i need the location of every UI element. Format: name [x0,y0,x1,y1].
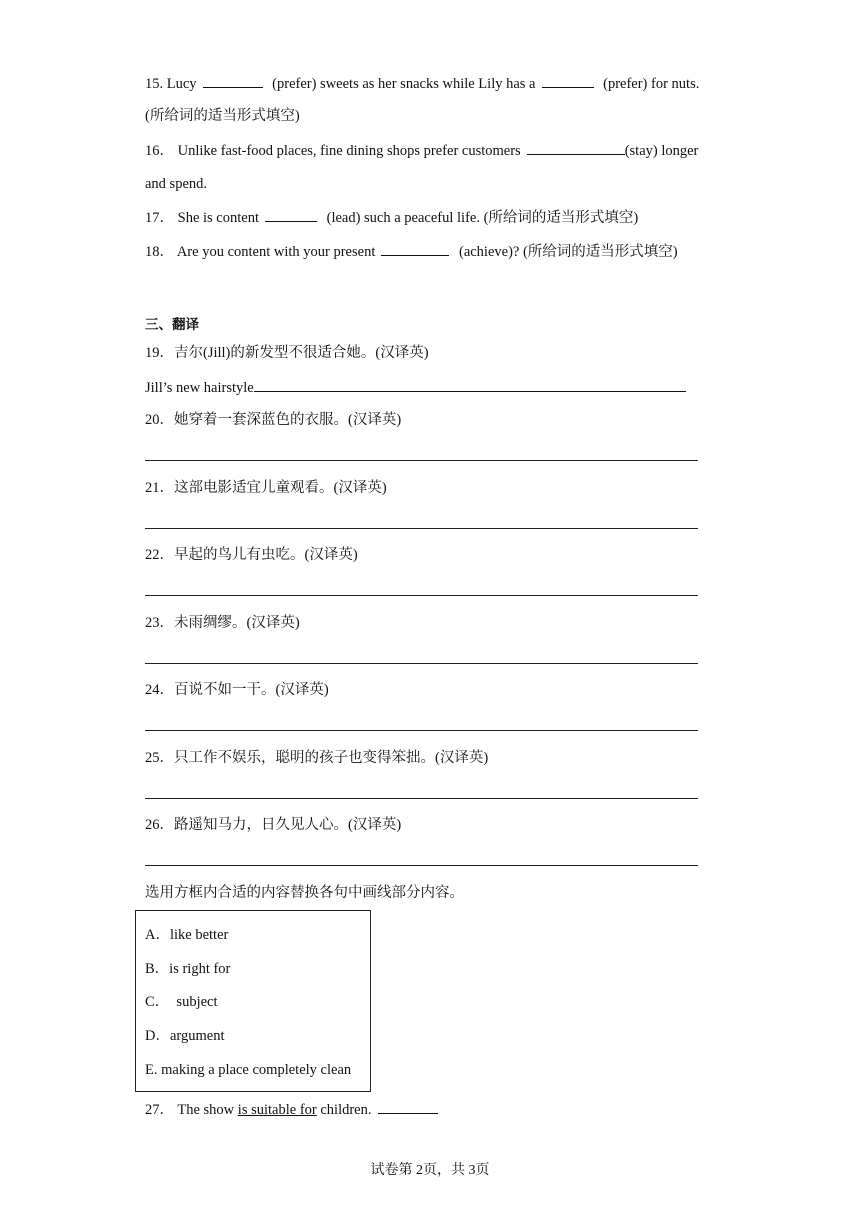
question-number: 24． [145,682,174,698]
answer-19 [145,377,686,398]
replace-instruction: 选用方框内合适的内容替换各句中画线部分内容。 [145,885,464,901]
question-16 [145,140,698,161]
option-a: A．like better [145,927,229,943]
answer-prefix: Jill’s new hairstyle [145,380,254,396]
question-text: 路遥知马力，日久见人心。(汉译英) [174,817,402,833]
question-text: 吉尔(Jill)的新发型不很适合她。(汉译英) [174,345,429,361]
answer-line[interactable] [145,798,698,799]
question-15-note: (所给词的适当形式填空) [145,108,300,124]
answer-line[interactable] [145,663,698,664]
answer-blank[interactable] [542,73,594,88]
question-22 [145,545,358,565]
option-c: C． subject [145,994,218,1010]
answer-line[interactable] [145,595,698,596]
question-23 [145,613,300,633]
question-26 [145,815,401,835]
question-text: 这部电影适宜儿童观看。(汉译英) [174,480,387,496]
option-e: E. making a place completely clean [145,1062,352,1078]
answer-blank[interactable] [381,241,449,256]
question-text: 百说不如一干。(汉译英) [174,682,329,698]
question-number: 27． [145,1102,174,1118]
answer-blank[interactable] [203,73,263,88]
question-number: 20． [145,412,174,428]
answer-line[interactable] [145,865,698,866]
answer-blank[interactable] [527,140,625,155]
question-text: 早起的鸟儿有虫吃。(汉译英) [174,547,358,563]
section-title: 三、翻译 [145,317,199,333]
page-footer: 试卷第 2页，共 3页 [370,1163,490,1178]
question-text: 未雨绸缪。(汉译英) [174,615,300,631]
question-text: The show [177,1102,235,1118]
question-number: 26． [145,817,174,833]
question-text: 她穿着一套深蓝色的衣服。(汉译英) [174,412,402,428]
question-number: 23． [145,615,174,631]
answer-line[interactable] [145,460,698,461]
question-text: Unlike fast-food places, fine dining shops prefer customers [177,143,521,159]
question-number: 18． [145,244,174,260]
question-20 [145,410,401,430]
question-18 [145,241,678,262]
answer-blank[interactable] [378,1099,438,1114]
question-text: (stay) longer [624,143,699,159]
option-b: B．is right for [145,961,231,977]
question-25 [145,748,488,768]
question-text: 只工作不娱乐，聪明的孩子也变得笨拙。(汉译英) [174,750,489,766]
question-text: Lucy [166,76,197,92]
question-text: (prefer) sweets as her snacks while Lily has a [272,76,536,92]
question-text: She is content [177,210,259,226]
question-17 [145,207,638,228]
question-text: (lead) such a peaceful life. (所给词的适当形式填空) [326,210,639,226]
question-number: 22． [145,547,174,563]
question-19 [145,343,429,363]
option-d: D．argument [145,1028,225,1044]
question-24 [145,680,329,700]
question-number: 21． [145,480,174,496]
underlined-phrase: is suitable for [237,1102,317,1118]
question-number: 17． [145,210,174,226]
question-21 [145,478,387,498]
question-text: (prefer) for nuts. [603,76,700,92]
question-number: 16． [145,143,174,159]
question-text: children. [320,1102,372,1118]
question-16-cont: and spend. [145,176,208,192]
question-text: Are you content with your present [176,244,376,260]
question-number: 15. [145,76,164,92]
question-15 [145,73,699,94]
choice-box [135,910,371,1092]
answer-blank[interactable] [265,207,317,222]
question-27 [145,1099,444,1120]
question-text: (achieve)? (所给词的适当形式填空) [458,244,678,260]
answer-blank[interactable] [254,377,686,392]
answer-line[interactable] [145,528,698,529]
question-number: 19． [145,345,174,361]
answer-line[interactable] [145,730,698,731]
question-number: 25． [145,750,174,766]
